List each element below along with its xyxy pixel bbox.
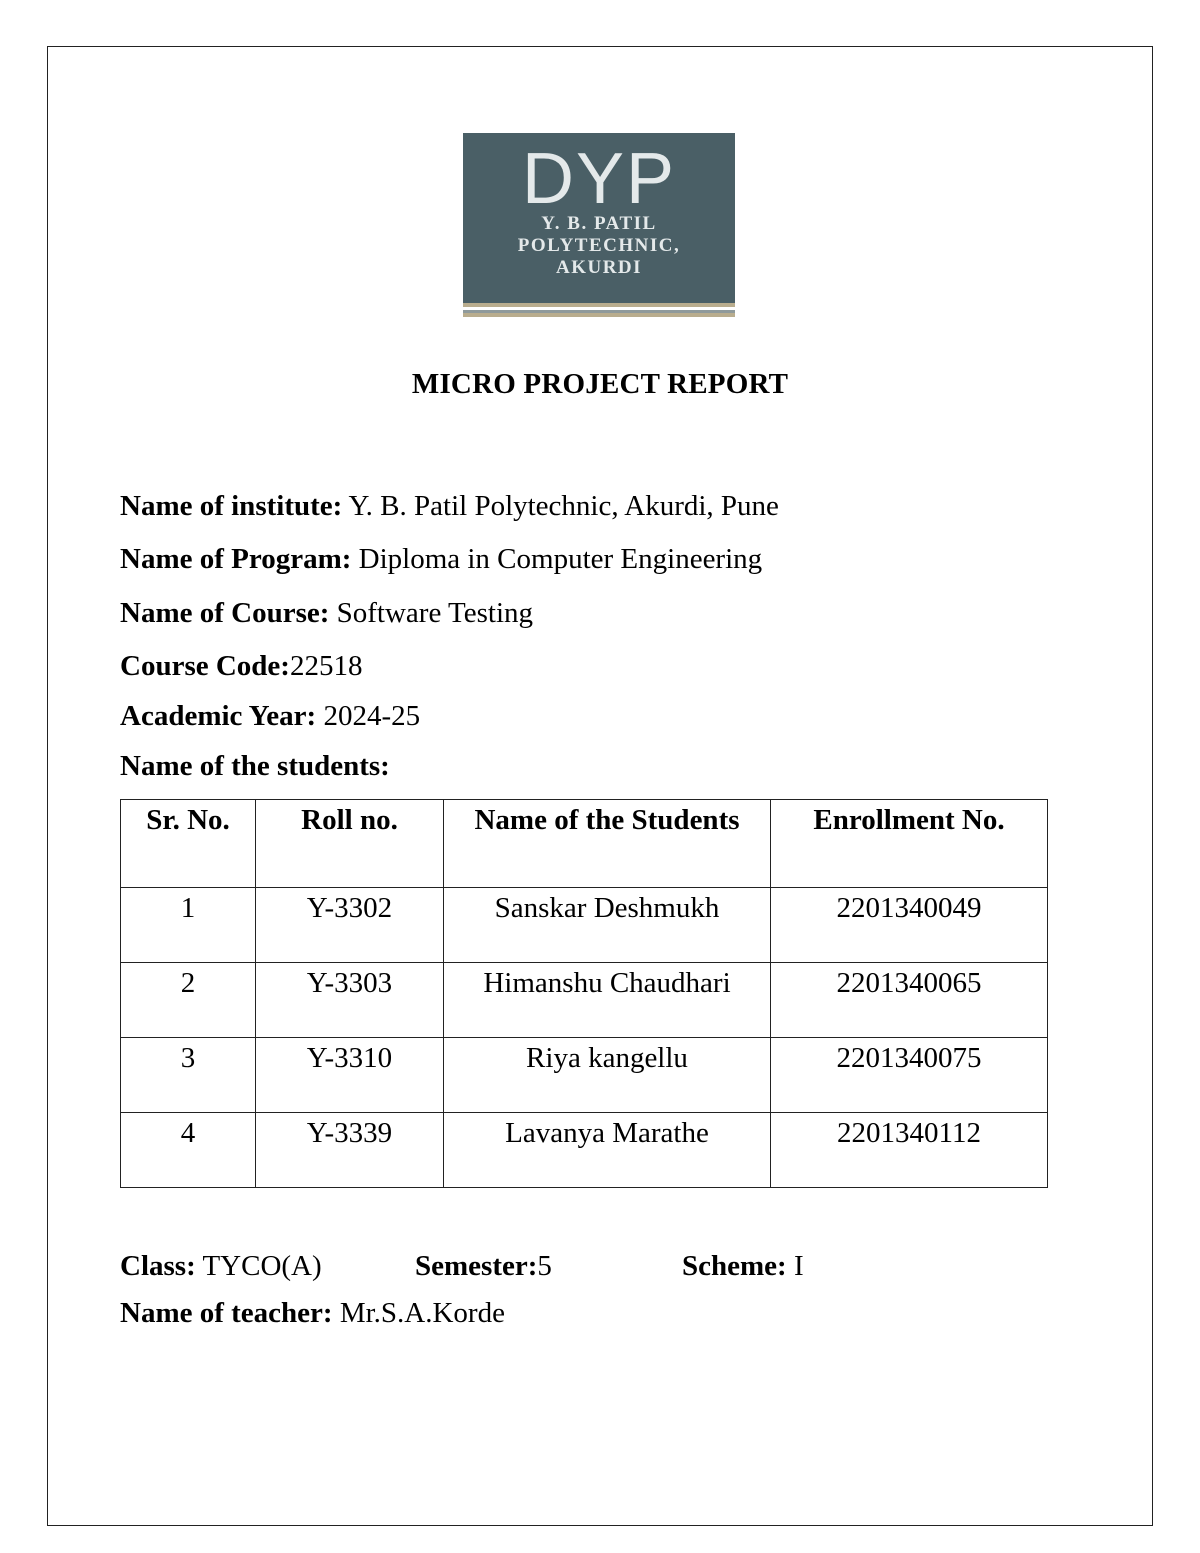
semester-label: Semester: [415, 1250, 538, 1282]
logo-line-2: POLYTECHNIC, [517, 235, 681, 256]
cell-student-name: Sanskar Deshmukh [444, 888, 771, 963]
program-label: Name of Program: [120, 543, 352, 575]
cell-sr-no: 2 [121, 963, 256, 1038]
cell-student-name: Riya kangellu [444, 1038, 771, 1113]
logo-graphic [463, 133, 735, 317]
course-code-value: 22518 [289, 650, 363, 682]
academic-year-line [120, 700, 420, 733]
cell-roll-no: Y-3303 [256, 963, 444, 1038]
institute-label: Name of institute: [120, 490, 343, 522]
cell-enrollment-no: 2201340112 [771, 1113, 1048, 1188]
logo-stripe [463, 313, 735, 317]
semester-field [415, 1250, 552, 1283]
scheme-label: Scheme: [682, 1250, 787, 1282]
table-row [121, 1113, 1048, 1188]
cell-sr-no: 1 [121, 888, 256, 963]
course-line [120, 597, 533, 630]
institute-line [120, 490, 779, 523]
logo-line-3: AKURDI [555, 257, 643, 278]
cell-enrollment-no: 2201340065 [771, 963, 1048, 1038]
class-field [120, 1250, 322, 1283]
cell-sr-no: 3 [121, 1038, 256, 1113]
program-value: Diploma in Computer Engineering [351, 543, 763, 575]
cell-enrollment-no: 2201340049 [771, 888, 1048, 963]
logo-stripe [463, 310, 735, 313]
course-code-line [120, 650, 362, 683]
header-roll-no: Roll no. [256, 800, 444, 888]
table-row [121, 963, 1048, 1038]
scheme-value: I [786, 1250, 804, 1282]
cell-student-name: Himanshu Chaudhari [444, 963, 771, 1038]
header-sr-no: Sr. No. [121, 800, 256, 888]
cell-enrollment-no: 2201340075 [771, 1038, 1048, 1113]
header-enrollment-no: Enrollment No. [771, 800, 1048, 888]
academic-year-value: 2024-25 [316, 700, 421, 732]
scheme-field [682, 1250, 804, 1283]
teacher-value: Mr.S.A.Korde [332, 1297, 505, 1329]
class-label: Class: [120, 1250, 196, 1282]
table-row [121, 1038, 1048, 1113]
cell-student-name: Lavanya Marathe [444, 1113, 771, 1188]
academic-year-label: Academic Year: [120, 700, 317, 732]
program-line [120, 543, 762, 576]
logo-line-1: Y. B. PATIL [541, 213, 657, 234]
course-label: Name of Course: [120, 597, 330, 629]
teacher-label: Name of teacher: [120, 1297, 333, 1329]
cell-roll-no: Y-3339 [256, 1113, 444, 1188]
header-student-name: Name of the Students [444, 800, 771, 888]
table-row [121, 888, 1048, 963]
students-table [120, 799, 1048, 1188]
report-title: MICRO PROJECT REPORT [411, 368, 789, 400]
table-header-row [121, 800, 1048, 888]
cell-roll-no: Y-3302 [256, 888, 444, 963]
cell-roll-no: Y-3310 [256, 1038, 444, 1113]
institute-logo [463, 133, 735, 317]
course-code-label: Course Code: [120, 650, 290, 682]
class-value: TYCO(A) [195, 1250, 322, 1282]
teacher-line [120, 1297, 505, 1330]
logo-stripe [463, 303, 735, 307]
course-value: Software Testing [329, 597, 534, 629]
students-label: Name of the students: [120, 750, 390, 782]
institute-value: Y. B. Patil Polytechnic, Akurdi, Pune [342, 490, 779, 522]
cell-sr-no: 4 [121, 1113, 256, 1188]
logo-mark: DYP [521, 139, 677, 219]
students-heading [120, 750, 390, 783]
semester-value: 5 [537, 1250, 552, 1282]
